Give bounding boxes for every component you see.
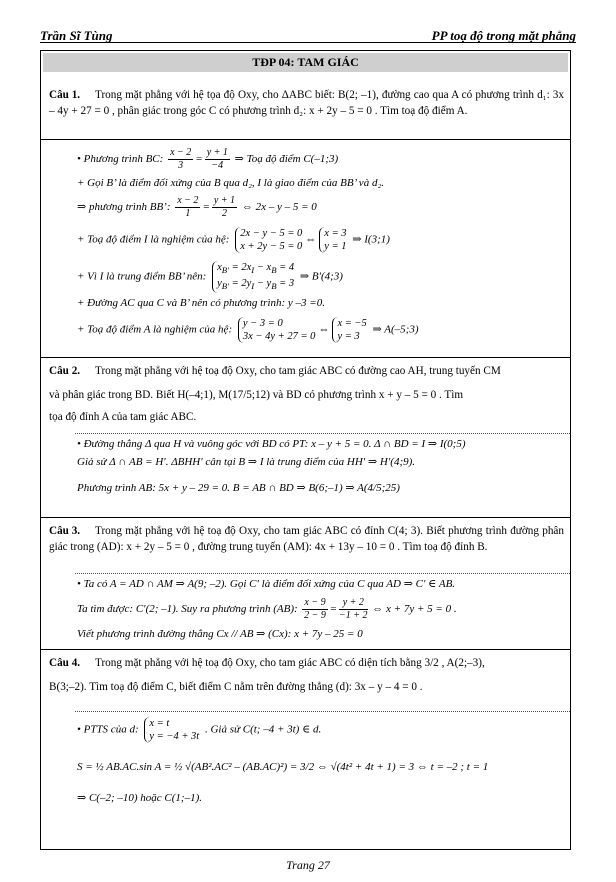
solution-text: . Giả sử C(t; –4 + 3t) ∈ d.	[204, 723, 322, 736]
question-text: Trong mặt phẳng với hệ toạ độ Oxy, cho tam giác ABC có đỉnh C(4; 3). Biết phương trình đường phân giác trong (AD): x + 2y – 5 = 0 , đường trung tuyến (AM): 4x + 13y – 10 = 0 . Tìm toạ độ đỉnh B.	[49, 525, 564, 553]
solution-line: Phương trình AB: 5x + y – 29 = 0. B = AB ∩ BD ⇒ B(6;–1) ⇒ A(4/5;25)	[77, 482, 400, 494]
equation-system: x = −5 y = 3	[332, 317, 366, 343]
fraction: $\frac{y + 2}{-1 + 2}$	[339, 597, 368, 621]
author-name: Trần Sĩ Tùng	[40, 28, 113, 43]
question-label: Câu 1.	[49, 89, 81, 101]
solution-text: Ta tìm được: C′(2; –1). Suy ra phương trình (AB):	[77, 603, 298, 616]
solution-line: ⇒ C(–2; –10) hoặc C(1;–1).	[77, 792, 203, 804]
solution-line	[77, 717, 321, 743]
question-text: B(3;–2). Tìm toạ độ điểm C, biết điểm C nằm trên đường thẳng (d): 3x – y – 4 = 0 .	[49, 681, 423, 693]
solution-text: ⇒ phương trình BB’:	[77, 201, 171, 214]
solution-line: • Ta có A = AD ∩ AM ⇒ A(9; –2). Gọi C′ là điểm đối xứng của C qua AD ⇒ C′ ∈ AB.	[77, 578, 456, 590]
solution-line: + Toạ độ điểm A là nghiệm của hệ: y − 3 = 0 3x − 4y + 27 = 0⇔x = −5 y = 3 ⇒ A(–5;3)	[77, 318, 419, 342]
page-number: Trang 27	[286, 858, 330, 872]
equation-system: x = t y = −4 + 3t	[144, 717, 199, 743]
document-topic: PP toạ độ trong mặt phẳng	[431, 28, 576, 43]
solution-line: S = ½ AB.AC.sin A = ½ √(AB².AC² – (AB.AC)²) = 3/2 ⇔ √(4t² + 4t + 1) = 3 ⇔ t = –2 ; t = 1	[77, 761, 489, 773]
equation-system: 2x − y − 5 = 0 x + 2y − 5 = 0	[235, 227, 302, 253]
solution-line: Ta tìm được: C′(2; –1). Suy ra phương trình (AB): $\frac{x - 9}{2 - 9}$ = $\frac{y + 2}{-1 + 2}$ ⇔ x + 7y + 5 = 0 .	[77, 597, 457, 621]
question-label: Câu 2.	[49, 365, 81, 377]
solution-line: + Gọi B’ là điểm đối xứng của B qua d₂, I là giao điểm của BB’ và d₂.	[77, 177, 385, 189]
solution-line: • Phương trình BC: $\frac{x - 2}{3}$ = $\frac{y + 1}{-4}$ ⇒ Toạ độ điểm C(–1;3)	[77, 147, 339, 171]
solution-text: ⇒ I(3;1)	[352, 233, 390, 246]
solution-text: ⇒ B′(4;3)	[299, 270, 343, 283]
fraction: $\frac{x - 9}{2 - 9}$	[304, 597, 326, 621]
equation-system: y − 3 = 0 3x − 4y + 27 = 0	[238, 317, 316, 343]
divider	[75, 433, 570, 434]
question-3	[49, 523, 564, 555]
solution-text: + Toạ độ điểm A là nghiệm của hệ:	[77, 323, 233, 336]
equation-system: x = 3 y = 1	[319, 227, 346, 253]
fraction: $\frac{y + 1}{-4}$	[206, 147, 228, 171]
divider	[75, 711, 570, 712]
solution-line: Giả sử Δ ∩ AB = H′. ΔBHH′ cân tại B ⇒ I là trung điểm của HH′ ⇒ H′(4;9).	[77, 456, 416, 468]
solution-line: + Đường AC qua C và B’ nên có phương trình: y –3 =0.	[77, 297, 325, 309]
divider	[41, 517, 570, 518]
question-text: Trong mặt phẳng với hệ toạ độ Oxy, cho tam giác ABC có đường cao AH, trung tuyến CM	[95, 365, 501, 377]
solution-text: ⇒ A(–5;3)	[372, 323, 419, 336]
solution-text: • Phương trình BC:	[77, 153, 164, 166]
solution-line: Viết phương trình đường thẳng Cx // AB ⇒ (Cx): x + 7y – 25 = 0	[77, 628, 363, 640]
fraction: $\frac{y + 1}{2}$	[213, 195, 236, 219]
solution-line	[77, 261, 343, 293]
solution-text: + Vì I là trung điểm BB’ nên:	[77, 270, 207, 283]
content-frame	[40, 50, 571, 850]
divider	[41, 649, 570, 650]
question-text: Trong mặt phẳng với hệ toạ độ Oxy, cho tam giác ABC có diện tích bằng 3/2 , A(2;–3),	[95, 657, 485, 669]
question-text: Trong mặt phẳng với hệ tọa độ Oxy, cho ΔABC biết: B(2; –1), đường cao qua A có phương trình d₁: 3x – 4y + 27 = 0 , phân giác trong góc C có phương trình d₂: x + 2y – 5 = 0 . Tìm toạ độ điểm A.	[49, 89, 564, 117]
question-1	[49, 87, 564, 119]
solution-text: ⇔ 2x – y – 5 = 0	[241, 201, 317, 214]
question-label: Câu 4.	[49, 657, 81, 669]
divider	[41, 139, 570, 140]
question-2	[49, 363, 564, 425]
header-rule	[40, 42, 576, 43]
equation-system: $x_{B'} = 2x_I - x_B = 4$ $y_{B'} = 2y_I - y_B = 3$	[212, 261, 294, 293]
solution-text: ⇒ Toạ độ điểm C(–1;3)	[234, 153, 339, 166]
solution-line: ⇒ phương trình BB’: $\frac{x - 2}{1}$ = $\frac{y + 1}{2}$ ⇔ 2x – y – 5 = 0	[77, 195, 317, 219]
solution-text: + Toạ độ điểm I là nghiệm của hệ:	[77, 233, 230, 246]
solution-line: • Đường thẳng Δ qua H và vuông góc với BD có PT: x – y + 5 = 0. Δ ∩ BD = I ⇒ I(0;5)	[77, 438, 466, 450]
question-text: và phân giác trong BD. Biết H(–4;1), M(17/5;12) và BD có phương trình x + y – 5 = 0 . Tìm	[49, 389, 464, 401]
solution-text: ⇔ x + 7y + 5 = 0 .	[372, 603, 457, 616]
divider	[41, 357, 570, 358]
question-text: tọa độ đỉnh A của tam giác ABC.	[49, 411, 197, 423]
question-label: Câu 3.	[49, 525, 81, 537]
section-title: TĐP 04: TAM GIÁC	[43, 53, 568, 72]
fraction: $\frac{x - 2}{3}$	[170, 147, 192, 171]
divider	[75, 573, 570, 574]
question-4	[49, 655, 564, 695]
fraction: $\frac{x - 2}{1}$	[177, 195, 199, 219]
solution-text: • PTTS của d:	[77, 723, 139, 736]
solution-line: + Toạ độ điểm I là nghiệm của hệ: 2x − y − 5 = 0 x + 2y − 5 = 0⇔x = 3 y = 1 ⇒ I(3;1)	[77, 228, 390, 252]
